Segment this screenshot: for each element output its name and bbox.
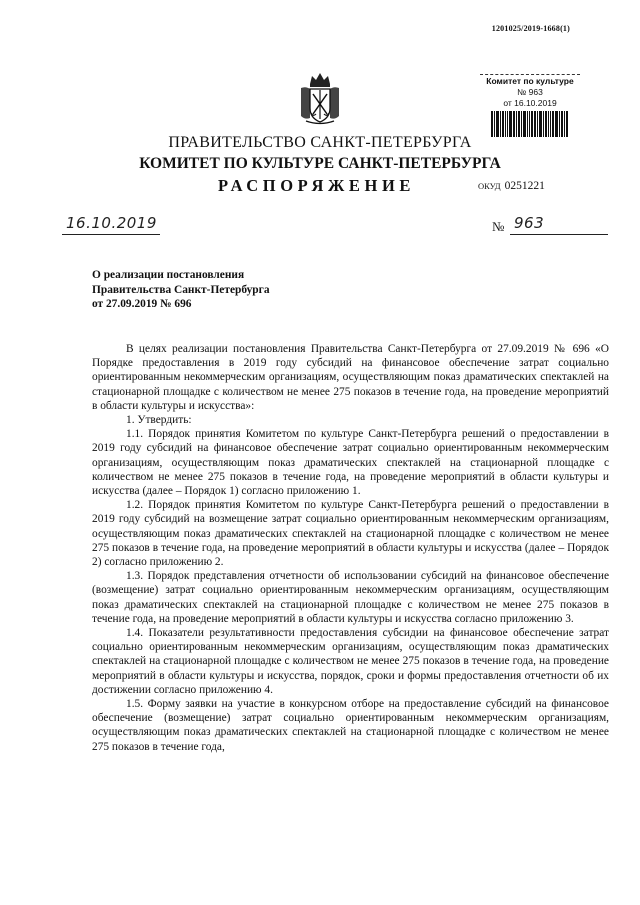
subject-line: Правительства Санкт-Петербурга xyxy=(92,283,270,296)
okud-label: ОКУД xyxy=(478,181,501,191)
stamp-date: от 16.10.2019 xyxy=(503,98,557,108)
body-paragraph: 1.1. Порядок принятия Комитетом по культуре Санкт-Петербурга решений о предоставлении в 2019 году субсидий на финансовое обеспечение затрат социально ориентированным некоммерческим организациям, осуществляющим показ драматических спектаклей на стационарной площадке с количеством не менее 275 показов в течение года, на проведение мероприятий в области культуры и искусства (далее – Порядок 1) согласно приложению 1. xyxy=(92,428,609,498)
registration-stamp xyxy=(480,74,580,137)
body-paragraph: 1.3. Порядок представления отчетности об использовании субсидий на финансовое обеспечение (возмещение) затрат социально ориентированным некоммерческим организациям, осуществляющим показ драматических спектаклей на стационарной площадке с количеством не менее 275 показов в течение года, на проведение мероприятий в области культуры и искусства согласно приложению 3. xyxy=(92,570,609,625)
body-paragraph: 1.2. Порядок принятия Комитетом по культуре Санкт-Петербурга решений о предоставлении в 2019 году субсидий на возмещение затрат социально ориентированным некоммерческим организациям, осуществляющим показ драматических спектаклей на стационарной площадке с количеством не менее 275 показов в течение года, на проведение мероприятий в области культуры и искусства (далее – Порядок 2) согласно приложению 2. xyxy=(92,499,609,569)
okud-code: 0251221 xyxy=(504,180,545,192)
subject-line: О реализации постановления xyxy=(92,269,245,281)
okud-code-block xyxy=(478,180,545,192)
coat-of-arms-icon xyxy=(298,70,342,126)
document-date: 16.10.2019 xyxy=(66,214,157,232)
document-date-field xyxy=(62,216,160,235)
document-subject xyxy=(92,268,270,312)
document-number-label: № xyxy=(492,219,505,234)
committee-title: КОМИТЕТ ПО КУЛЬТУРЕ САНКТ-ПЕТЕРБУРГА xyxy=(139,155,501,172)
document-number-field xyxy=(510,216,608,235)
document-body xyxy=(92,342,609,754)
body-paragraph: 1.4. Показатели результативности предоставления субсидии на финансовое обеспечение затрат социально ориентированным некоммерческим организациям, осуществляющим показ драматических спектаклей на стационарной площадке с количеством не менее 275 показов в течение года, на проведение мероприятий в области культуры и искусства, порядок, сроки и формы предоставления отчетности об их достижении согласно приложению 4. xyxy=(92,627,609,696)
body-paragraph: В целях реализации постановления Правительства Санкт-Петербурга от 27.09.2019 № 696 «О Порядке предоставления в 2019 году субсидий на финансовое обеспечение затрат социально ориентированным некоммерческим организациям, осуществляющим показ драматических спектаклей на стационарной площадке с количеством не менее 275 показов в течение года, на проведение мероприятий в области культуры и искусства»: xyxy=(92,343,609,412)
stamp-organization: Комитет по культуре xyxy=(480,74,580,87)
document-number: 963 xyxy=(514,214,545,232)
document-type-title: РАСПОРЯЖЕНИЕ xyxy=(218,176,416,195)
body-paragraph: 1. Утвердить: xyxy=(126,414,192,427)
body-paragraph: 1.5. Форму заявки на участие в конкурсном отборе на предоставление субсидий на финансовое обеспечение (возмещение) затрат социально ориентированным некоммерческим организациям, осуществляющим показ драматических спектаклей на стационарной площадке с количеством не менее 275 показов в течение года, xyxy=(92,698,609,753)
document-registration-id: 1201025/2019-1668(1) xyxy=(491,24,570,33)
stamp-number: № 963 xyxy=(517,87,543,97)
government-title: ПРАВИТЕЛЬСТВО САНКТ-ПЕТЕРБУРГА xyxy=(168,134,472,151)
subject-line: от 27.09.2019 № 696 xyxy=(92,298,192,310)
